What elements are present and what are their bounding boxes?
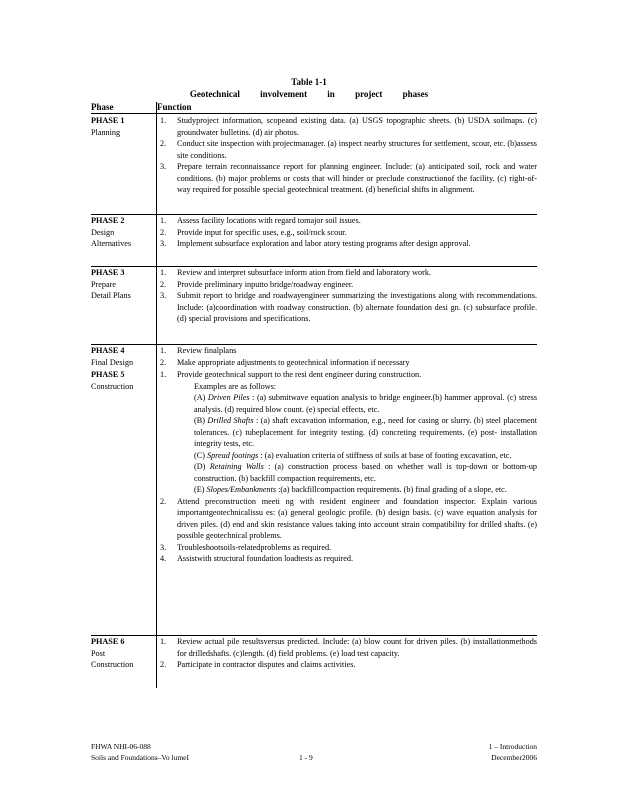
example-prefix: (A)	[194, 393, 206, 402]
phase-description: Alternatives	[91, 239, 132, 248]
function-item	[160, 238, 537, 250]
item-number: 3.	[160, 162, 167, 171]
item-number: 1.	[160, 370, 167, 379]
table-header	[91, 102, 537, 114]
example-text: : (a) construction process based on whether wall is top-down or bottom-up construction. (b) backfill compaction requirements, etc.	[194, 462, 538, 483]
footer-publication: FHWA NHI-06-088	[91, 742, 151, 751]
function-item	[160, 279, 537, 291]
example-prefix: (C)	[194, 450, 205, 460]
phase-description: Construction	[91, 660, 134, 669]
phase-description: Prepare	[91, 279, 117, 289]
function-cell	[160, 267, 537, 325]
item-number: 2.	[160, 279, 167, 289]
header-function: Function	[157, 102, 192, 112]
table-title: Table 1-1	[291, 77, 327, 87]
function-item	[160, 138, 537, 161]
function-item	[160, 553, 537, 565]
example-prefix: (D)	[194, 462, 206, 471]
phase-cell	[91, 267, 153, 302]
function-item	[160, 215, 537, 227]
phase-description: Detail Plans	[91, 291, 131, 300]
function-cell	[160, 215, 537, 250]
item-text: Provide input for specific uses, e.g., soil/rock scour.	[177, 227, 347, 237]
footer-left	[91, 741, 189, 763]
phase-description: Planning	[91, 127, 121, 137]
item-number: 2.	[160, 660, 167, 669]
item-text: Participate in contractor disputes and claims activities.	[177, 660, 356, 669]
item-number: 3.	[160, 291, 167, 300]
item-example	[177, 450, 537, 462]
column-divider	[156, 102, 157, 688]
item-example	[177, 415, 537, 450]
phase-cell	[91, 215, 153, 250]
item-text: Studyproject information, scopeand existing data. (a) USGS topographic sheets. (b) USDA soilmaps. (c) groundwater bulletins. (d) air photos.	[177, 116, 537, 137]
function-item	[160, 115, 537, 138]
item-number: 2.	[160, 139, 167, 148]
example-term: Retaining Walls	[209, 462, 264, 471]
function-item	[160, 369, 537, 496]
item-text: Assistwith structural foundation loadtests as required.	[177, 554, 353, 563]
phase-cell	[91, 369, 153, 392]
function-item	[160, 345, 537, 357]
phase-description: Design	[91, 227, 115, 237]
function-item	[160, 161, 537, 196]
phase-label: PHASE 2	[91, 216, 125, 225]
item-text: Troubleshootsoils-relatedproblems as required.	[177, 542, 332, 552]
phase-label: PHASE 3	[91, 268, 125, 277]
example-term: Driven Piles	[207, 393, 250, 402]
footer-chapter: 1 – Introduction	[488, 742, 537, 751]
function-item	[160, 227, 537, 239]
table-subtitle: Geotechnical involvement in project phases	[189, 89, 429, 99]
example-term: Slopes/Embankments	[206, 485, 277, 494]
example-prefix: (B)	[194, 416, 205, 425]
item-example	[177, 381, 537, 393]
example-text: : (a) submitwave equation analysis to bridge engineer.(b) hammer approval. (c) stress analysis. (d) required blow count. (e) special effects, etc.	[194, 393, 538, 414]
item-text: Implement subsurface exploration and labor atory testing programs after design approval.	[177, 239, 471, 248]
function-cell	[160, 345, 537, 368]
phase-label: PHASE 1	[91, 116, 125, 125]
page-footer	[91, 741, 537, 765]
function-item	[160, 357, 537, 369]
item-number: 1.	[160, 637, 167, 646]
phase-cell	[91, 115, 153, 138]
item-number: 1.	[160, 268, 167, 277]
item-example	[177, 484, 537, 496]
item-number: 3.	[160, 542, 167, 552]
function-cell	[160, 115, 537, 196]
item-number: 4.	[160, 554, 167, 563]
function-item	[160, 659, 537, 671]
function-item	[160, 496, 537, 542]
item-text: Review and interpret subsurface inform ation from field and laboratory work.	[177, 268, 431, 277]
item-number: 1.	[160, 346, 167, 355]
function-item	[160, 267, 537, 279]
item-text: Make appropriate adjustments to geotechnical information if necessary	[177, 357, 410, 367]
phase-label: PHASE 4	[91, 346, 125, 355]
item-number: 1.	[160, 216, 167, 225]
footer-right	[489, 741, 537, 763]
item-text: Attend preconstruction meeti ng with resident engineer and foundation inspector. Explain various importantgeotechnicalissu es: (a) general geologic profile. (b) design basis. (c) wave equation analysis for driven piles. (d) end and skin resistance values taking into account strain compatibility for drilled shafts. (e) possible geotechnical problems.	[177, 496, 537, 540]
phase-label: PHASE 5	[91, 370, 125, 379]
item-text: Prepare terrain reconnaissance report for planning engineer. Include: (a) anticipated soil, rock and water conditions. (b) major problems or costs that will hinder or preclude constructionof the facility. (c) right-of-way required for possible special geotechnical treatment. (d) beneficial shifts in alignment.	[177, 162, 537, 194]
item-text: Provide preliminary inputto bridge/roadway engineer.	[177, 279, 354, 289]
item-number: 3.	[160, 239, 167, 248]
item-text: Review finalplans	[177, 346, 237, 355]
phase-description: Construction	[91, 381, 134, 391]
example-text: : (a) shaft excavation information, e.g., need for casing or slurry. (b) steel placement tolerances. (c) tubeplacement for integrity testing. (d) concreting requirements. (e) post- installation integrity tests, etc.	[194, 416, 538, 448]
footer-page-number: 1 - 9	[299, 753, 313, 762]
phase-description: Post	[91, 648, 106, 658]
example-term: Drilled Shafts	[207, 416, 254, 425]
item-number: 2.	[160, 496, 167, 506]
header-phase: Phase	[91, 102, 114, 112]
phase-cell	[91, 345, 153, 368]
item-text: Submit report to bridge and roadwayengineer summarizing the investigations along with recommendations. Include: (a)coordination with roadway construction. (b) alternate foundation desi gn. (c) subsurface profile. (d) special provisions and specifications.	[177, 291, 537, 323]
item-example	[177, 461, 537, 484]
footer-date: December2006	[491, 753, 537, 762]
item-text: Review actual pile resultsversus predicted. Include: (a) blow count for driven piles. (b) installationmethods for drilledshafts. (c)length. (d) field problems. (e) load test capacity.	[177, 637, 537, 658]
function-cell	[160, 636, 537, 671]
example-text: :(a) backfillcompaction requirements. (b) final grading of a slope, etc.	[278, 485, 507, 494]
item-number: 2.	[160, 357, 167, 367]
item-number: 1.	[160, 116, 167, 125]
example-text: Examples are as follows:	[194, 381, 277, 391]
example-prefix: (E)	[194, 485, 205, 494]
phase-cell	[91, 636, 153, 671]
example-term: Spread footings	[206, 450, 259, 460]
function-item	[160, 290, 537, 325]
function-cell	[160, 369, 537, 565]
phase-label: PHASE 6	[91, 637, 125, 646]
function-item	[160, 542, 537, 554]
footer-volume: Soils and Foundations–Vo lumeI	[91, 753, 189, 762]
function-item	[160, 636, 537, 659]
item-text: Conduct site inspection with projectmanager. (a) inspect nearby structures for settlement, scour, etc. (b)assess site conditions.	[177, 139, 537, 160]
item-example	[177, 392, 537, 415]
example-text: : (a) evaluation criteria of stiffness of soils at base of footing excavation, etc.	[260, 450, 512, 460]
phase-description: Final Design	[91, 357, 134, 367]
item-text: Provide geotechnical support to the resi dent engineer during construction.	[177, 370, 422, 379]
item-number: 2.	[160, 227, 167, 237]
item-text: Assess facility locations with regard tomajor soil issues.	[177, 216, 361, 225]
